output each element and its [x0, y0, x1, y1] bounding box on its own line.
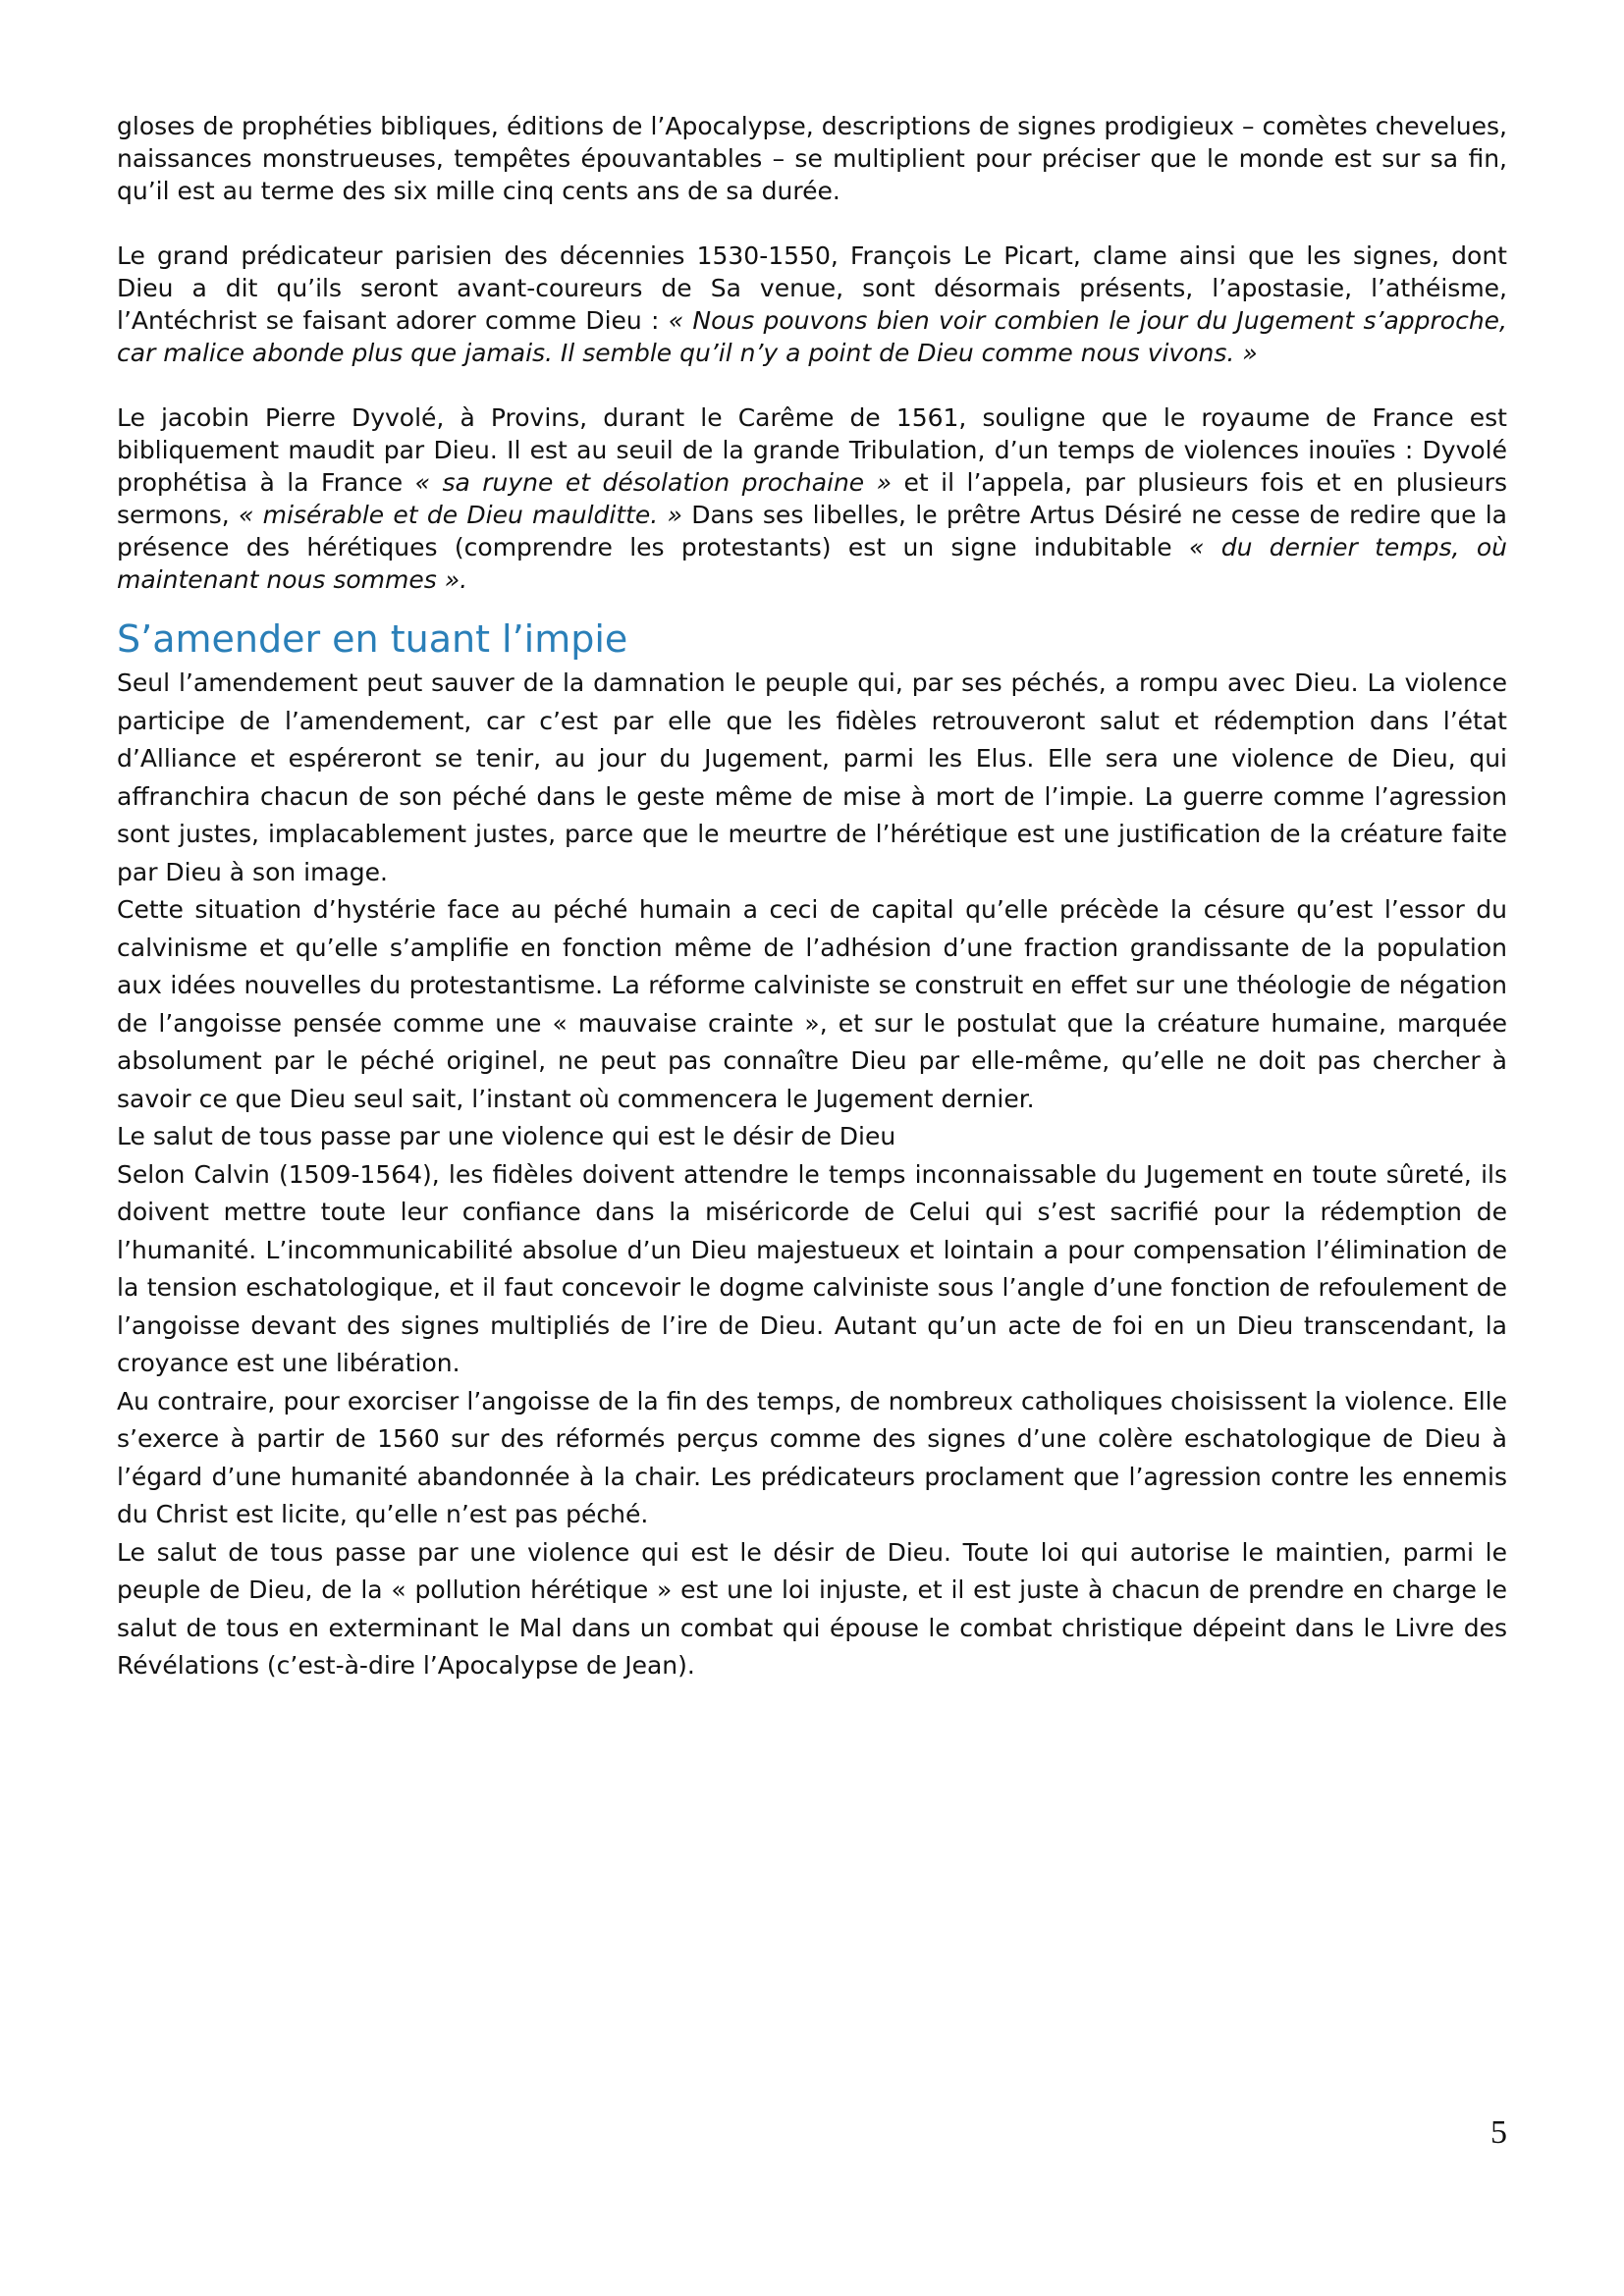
quote-dernier-temps: « du dernier temps, où maintenant nous sommes ».: [117, 533, 1507, 594]
section-paragraph: Le salut de tous passe par une violence qui est le désir de Dieu: [117, 1122, 896, 1150]
page-content: [117, 110, 1507, 1685]
section-paragraph: Au contraire, pour exorciser l’angoisse de la fin des temps, de nombreux catholiques choisissent la violence. Elle s’exerce à partir de 1560 sur des réformés perçus comme des signes d’une colère eschatologique de Dieu à l’égard d’une humanité abandonnée à la chair. Les prédicateurs proclament que l’agression contre les ennemis du Christ est licite, qu’elle n’est pas péché.: [117, 1386, 1507, 1528]
paragraph-text: Le grand prédicateur parisien des décennies 1530-1550, François Le Picart, clame ainsi que les signes, dont Dieu a dit qu’ils seront avant-coureurs de Sa venue, sont désormais présents, l’apostasie, l’athéisme, l’Antéchrist se faisant adorer comme Dieu :: [117, 241, 1507, 335]
paragraph-text: et il l’appela, par plusieurs fois et en plusieurs sermons,: [117, 468, 1507, 529]
paragraph-text: Le jacobin Pierre Dyvolé, à Provins, durant le Carême de 1561, souligne que le royaume de France est bibliquement maudit par Dieu. Il est au seuil de la grande Tribulation, d’un temps de violences inouïes : Dyvolé prophétisa à la France: [117, 403, 1507, 497]
quote-miserable: « misérable et de Dieu maulditte. »: [238, 501, 682, 529]
page-number: 5: [1490, 2114, 1507, 2151]
quote-le-picart: « Nous pouvons bien voir combien le jour du Jugement s’approche, car malice abonde plus que jamais. Il semble qu’il n’y a point de Dieu comme nous vivons. »: [117, 306, 1507, 367]
section-paragraph: Selon Calvin (1509-1564), les fidèles doivent attendre le temps inconnaissable du Jugement en toute sûreté, ils doivent mettre toute leur confiance dans la miséricorde de Celui qui s’est sacrifié pour la rédemption de l’humanité. L’incommunicabilité absolue d’un Dieu majestueux et lointain a pour compensation l’élimination de la tension eschatologique, et il faut concevoir le dogme calviniste sous l’angle d’une fonction de refoulement de l’angoisse devant des signes multipliés de l’ire de Dieu. Autant qu’un acte de foi en un Dieu transcendant, la croyance est une libération.: [117, 1159, 1507, 1377]
paragraph-prophecies: gloses de prophéties bibliques, éditions de l’Apocalypse, descriptions de signes prodigieux – comètes chevelues, naissances monstrueuses, tempêtes épouvantables – se multiplient pour préciser que le monde est sur sa fin, qu’il est au terme des six mille cinq cents ans de sa durée.: [117, 112, 1507, 205]
section-body: [117, 665, 1507, 1685]
section-paragraph: Cette situation d’hystérie face au péché humain a ceci de capital qu’elle précède la césure qu’est l’essor du calvinisme et qu’elle s’amplifie en fonction même de l’adhésion d’une fraction grandissante de la population aux idées nouvelles du protestantisme. La réforme calviniste se construit en effet sur une théologie de négation de l’angoisse pensée comme une « mauvaise crainte », et sur le postulat que la créature humaine, marquée absolument par le péché originel, ne peut pas connaître Dieu par elle-même, qu’elle ne doit pas chercher à savoir ce que Dieu seul sait, l’instant où commencera le Jugement dernier.: [117, 895, 1507, 1113]
paragraph-dyvole: [117, 401, 1507, 596]
section-heading: S’amender en tuant l’impie: [117, 617, 628, 661]
section-paragraph: Seul l’amendement peut sauver de la damnation le peuple qui, par ses péchés, a rompu avec Dieu. La violence participe de l’amendement, car c’est par elle que les fidèles retrouveront salut et rédemption dans l’état d’Alliance et espéreront se tenir, au jour du Jugement, parmi les Elus. Elle sera une violence de Dieu, qui affranchira chacun de son péché dans le geste même de mise à mort de l’impie. La guerre comme l’agression sont justes, implacablement justes, parce que le meurtre de l’hérétique est une justification de la créature faite par Dieu à son image.: [117, 668, 1507, 886]
quote-ruyne: « sa ruyne et désolation prochaine »: [414, 468, 893, 497]
paragraph-text: Dans ses libelles, le prêtre Artus Désiré ne cesse de redire que la présence des hérétiques (comprendre les protestants) est un signe indubitable: [117, 501, 1507, 561]
section-paragraph: Le salut de tous passe par une violence qui est le désir de Dieu. Toute loi qui autorise le maintien, parmi le peuple de Dieu, de la « pollution hérétique » est une loi injuste, et il est juste à chacun de prendre en charge le salut de tous en exterminant le Mal dans un combat qui épouse le combat christique dépeint dans le Livre des Révélations (c’est-à-dire l’Apocalypse de Jean).: [117, 1537, 1507, 1680]
paragraph-le-picart: [117, 240, 1507, 369]
